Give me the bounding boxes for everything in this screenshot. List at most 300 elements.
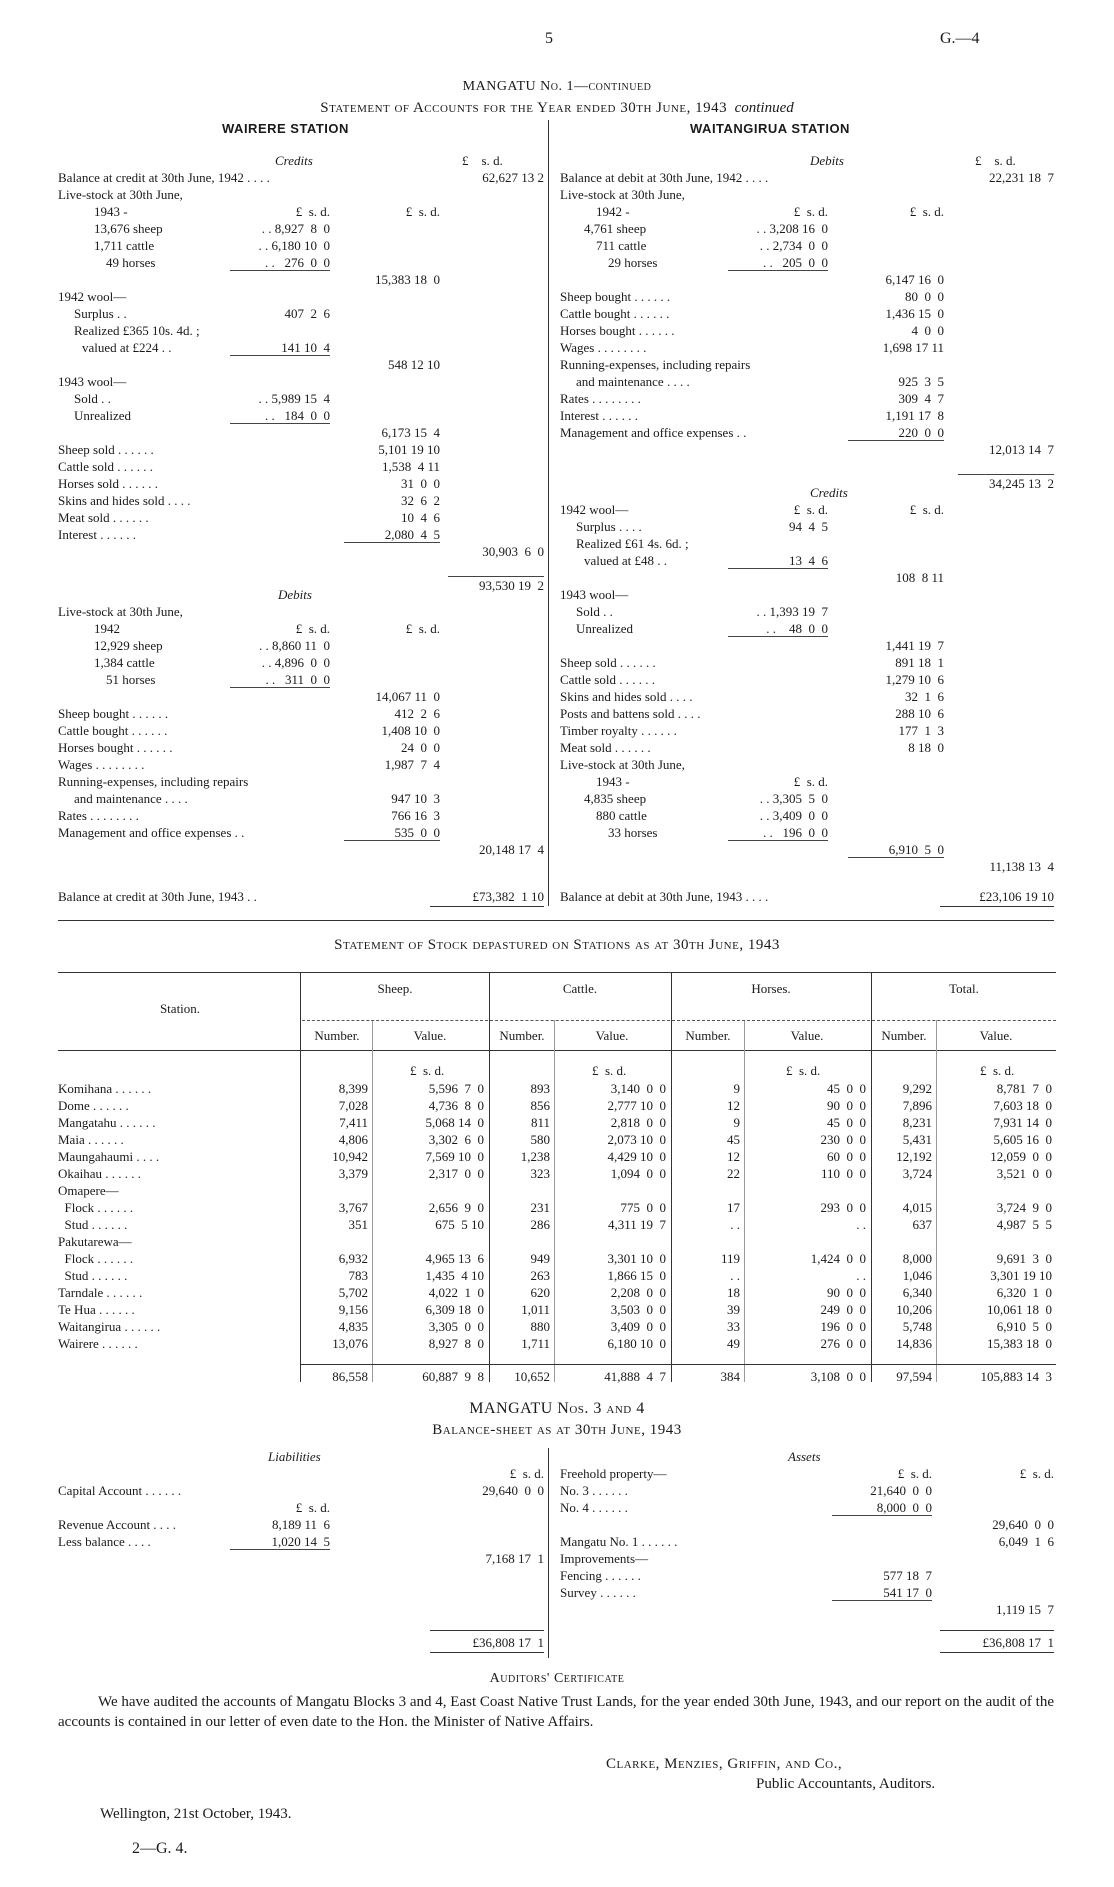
account-label: Live-stock at 30th June, <box>560 757 685 772</box>
cattle-value-head: Value. <box>595 1028 629 1043</box>
stock-cell: Tarndale . . . . . . <box>58 1285 143 1300</box>
stock-cell: . . <box>730 1217 740 1232</box>
account-row <box>58 271 544 288</box>
stock-cell: 7,569 10 0 <box>425 1149 484 1164</box>
account-row <box>58 203 544 220</box>
stock-sub-1 <box>372 1020 373 1382</box>
stock-cell: Komihana . . . . . . <box>58 1081 152 1096</box>
account-label: Posts and battens sold . . . . <box>560 706 701 721</box>
stock-cell: 10,652 <box>514 1369 550 1384</box>
stock-cell: Stud . . . . . . <box>58 1217 128 1232</box>
stock-cell: Wairere . . . . . . <box>58 1336 138 1351</box>
stock-cell: 811 <box>530 1115 550 1130</box>
account-row <box>560 322 1054 339</box>
stock-head-cattle: Cattle. <box>562 981 598 996</box>
stock-cell: 8,399 <box>338 1081 368 1096</box>
stock-cell: 33 <box>727 1319 740 1334</box>
account-row <box>560 407 1054 424</box>
account-row <box>560 824 1054 841</box>
stock-cell: . . <box>730 1268 740 1283</box>
account-row <box>560 518 1054 535</box>
auditors-firm: Clarke, Menzies, Griffin, and Co., <box>606 1756 843 1772</box>
subtotal-rule <box>848 440 944 441</box>
account-amount: £ s. d. <box>295 1500 330 1515</box>
stock-cell: 6,320 1 0 <box>996 1285 1052 1300</box>
account-amount: . . 8,860 11 0 <box>258 638 330 653</box>
stock-cell: Omapere— <box>58 1183 119 1198</box>
wairere-debits <box>58 603 544 858</box>
account-amount: 29,640 0 0 <box>482 1483 544 1498</box>
horses-number-head: Number. <box>685 1028 731 1043</box>
account-row <box>560 390 1054 407</box>
stock-head-sheep: Sheep. <box>377 981 413 996</box>
account-amount: . . 3,409 0 0 <box>759 808 828 823</box>
stock-cell: 12 <box>727 1149 740 1164</box>
account-label: Interest . . . . . . <box>58 527 136 542</box>
stock-cell: 12 <box>727 1098 740 1113</box>
account-label: and maintenance . . . . <box>74 791 188 806</box>
account-label: Wages . . . . . . . . <box>58 757 145 772</box>
account-row <box>58 1465 544 1482</box>
account-label: Less balance . . . . <box>58 1534 151 1549</box>
account-label: Realized £61 4s. 6d. ; <box>576 536 689 551</box>
account-amount: £ s. d. <box>509 1466 544 1481</box>
account-row <box>560 475 1054 492</box>
wairere-debits-label: Debits <box>278 587 312 602</box>
stock-cell: Flock . . . . . . <box>58 1200 134 1215</box>
account-row <box>58 1482 544 1499</box>
bs-liabilities-label: Liabilities <box>268 1449 321 1464</box>
stock-cell: 856 <box>530 1098 550 1113</box>
stock-cell: 9,691 3 0 <box>996 1251 1052 1266</box>
stock-cell: 6,340 <box>902 1285 932 1300</box>
stock-cell: 15,383 18 0 <box>987 1336 1052 1351</box>
account-amount: 34,245 13 2 <box>989 476 1054 491</box>
stock-cell: 49 <box>727 1336 740 1351</box>
account-amount: 177 1 3 <box>898 723 944 738</box>
account-label: Interest . . . . . . <box>560 408 638 423</box>
total-rule <box>958 474 1054 475</box>
account-row <box>58 373 544 390</box>
account-row <box>58 1550 544 1567</box>
stock-total-rule <box>300 1364 1056 1365</box>
account-amount: 22,231 18 7 <box>989 170 1054 185</box>
stock-cell: 8,927 8 0 <box>428 1336 484 1351</box>
account-row <box>560 441 1054 458</box>
account-amount: 288 10 6 <box>895 706 944 721</box>
bs-liab-total-rule <box>430 1652 544 1653</box>
stock-col-3 <box>671 972 672 1382</box>
stock-cell: 276 0 0 <box>820 1336 866 1351</box>
stock-cell: Maungahaumi . . . . <box>58 1149 160 1164</box>
stock-cell: 4,022 1 0 <box>428 1285 484 1300</box>
stock-sub-rule-horses <box>672 1020 870 1021</box>
account-label: and maintenance . . . . <box>576 374 690 389</box>
stock-cell: 3,140 0 0 <box>610 1081 666 1096</box>
account-label: Mangatu No. 1 . . . . . . <box>560 1534 678 1549</box>
account-label: Horses sold . . . . . . <box>58 476 159 491</box>
account-row <box>560 603 1054 620</box>
account-label: Running-expenses, including repairs <box>560 357 751 372</box>
account-label: Sold . . <box>74 391 111 406</box>
stock-cell: 6,309 18 0 <box>425 1302 484 1317</box>
account-amount: £ s. d. <box>295 621 330 636</box>
account-amount: . . 5,989 15 4 <box>258 391 330 406</box>
stock-cell: . . <box>856 1268 866 1283</box>
account-label: 1943 - <box>596 774 630 789</box>
subtotal-rule <box>230 355 330 356</box>
accounts-divider <box>548 120 549 906</box>
account-row <box>560 841 1054 858</box>
subtotal-rule <box>728 270 828 271</box>
section-subtitle <box>0 100 1114 117</box>
account-label: 1942 wool— <box>58 289 127 304</box>
stock-cell: 949 <box>530 1251 550 1266</box>
account-label: 4,761 sheep <box>584 221 647 236</box>
stock-cell: 119 <box>720 1251 740 1266</box>
account-amount: 4 0 0 <box>911 323 944 338</box>
account-row <box>58 492 544 509</box>
account-amount: . . 6,180 10 0 <box>258 238 330 253</box>
stock-cell: 6,932 <box>338 1251 368 1266</box>
waitangirua-debits <box>560 169 1054 492</box>
account-row <box>560 339 1054 356</box>
account-label: Unrealized <box>74 408 132 423</box>
account-amount: £ s. d. <box>793 502 828 517</box>
stock-cell: 5,702 <box>338 1285 368 1300</box>
account-row <box>560 254 1054 271</box>
stock-cell: 5,431 <box>902 1132 932 1147</box>
stock-cell: 4,806 <box>338 1132 368 1147</box>
stock-cell: 351 <box>348 1217 368 1232</box>
subtotal-rule <box>832 1515 932 1516</box>
account-row <box>58 254 544 271</box>
wairere-head-d: d. <box>493 153 503 168</box>
account-row <box>560 637 1054 654</box>
account-amount: 94 4 5 <box>779 519 828 534</box>
account-label: Rates . . . . . . . . <box>58 808 139 823</box>
account-amount: £ s. d. <box>405 204 440 219</box>
bs-asset-total-rule <box>940 1652 1054 1653</box>
total-number-head: Number. <box>881 1028 927 1043</box>
stock-cell: 60 0 0 <box>827 1149 866 1164</box>
sheep-value-head: Value. <box>413 1028 447 1043</box>
bs-liabilities <box>58 1465 544 1567</box>
subtotal-rule <box>848 857 944 858</box>
stock-cell: 10,061 18 0 <box>987 1302 1052 1317</box>
account-row <box>58 509 544 526</box>
bs-subtitle: Balance-sheet as at 30th June, 1943 <box>432 1422 682 1438</box>
stock-cell: 5,596 7 0 <box>428 1081 484 1096</box>
account-label: 29 horses <box>608 255 658 270</box>
account-row <box>58 339 544 356</box>
account-row <box>58 407 544 424</box>
account-amount: 577 18 7 <box>883 1568 932 1583</box>
waitangirua-credits <box>560 501 1054 875</box>
account-amount: 15,383 18 0 <box>375 272 440 287</box>
stock-cell: 9,156 <box>338 1302 368 1317</box>
auditors-place-date: Wellington, 21st October, 1943. <box>100 1806 292 1822</box>
account-row <box>58 637 544 654</box>
stock-cell: 9 <box>733 1115 740 1130</box>
wairere-balance-value: £73,382 1 10 <box>472 889 544 904</box>
stock-cell: 783 <box>348 1268 368 1283</box>
section-separator <box>58 920 1054 921</box>
bs-liab-total: £36,808 17 1 <box>472 1635 544 1650</box>
account-label: Cattle bought . . . . . . <box>560 306 670 321</box>
account-row <box>58 824 544 841</box>
waitangirua-credits-label: Credits <box>810 485 848 500</box>
account-amount: 407 2 6 <box>278 306 330 321</box>
account-row <box>58 1533 544 1550</box>
stock-cell: 2,656 9 0 <box>428 1200 484 1215</box>
stock-cell: 637 <box>912 1217 932 1232</box>
account-amount: £ s. d. <box>405 621 440 636</box>
stock-cell: 620 <box>530 1285 550 1300</box>
stock-cell: 5,605 16 0 <box>993 1132 1052 1147</box>
stock-cell: 90 0 0 <box>827 1098 866 1113</box>
stock-cell: 1,711 <box>521 1336 550 1351</box>
account-label: 880 cattle <box>596 808 647 823</box>
stock-cell: 4,835 <box>338 1319 368 1334</box>
account-amount: 220 0 0 <box>898 425 944 440</box>
total-rule <box>448 576 544 577</box>
subtotal-rule <box>728 568 828 569</box>
page-footer-ref: 2—G. 4. <box>132 1840 188 1857</box>
stock-cell: 675 5 10 <box>435 1217 484 1232</box>
section-subtitle-suffix: continued <box>734 100 794 116</box>
account-row <box>560 169 1054 186</box>
account-amount: . . 205 0 0 <box>763 255 828 270</box>
wairere-credits-label: Credits <box>275 153 313 168</box>
account-label: Meat sold . . . . . . <box>560 740 651 755</box>
account-row <box>560 705 1054 722</box>
account-row <box>560 790 1054 807</box>
account-row <box>560 458 1054 475</box>
account-row <box>58 1516 544 1533</box>
page-ref: G.—4 <box>940 30 980 47</box>
stock-cell: 1,435 4 10 <box>425 1268 484 1283</box>
section-title: MANGATU No. 1—continued <box>462 79 652 94</box>
stock-cell: 45 0 0 <box>827 1081 866 1096</box>
account-label: Skins and hides sold . . . . <box>58 493 191 508</box>
account-row <box>58 773 544 790</box>
bs-assets-label: Assets <box>788 1449 821 1464</box>
auditors-title: Auditors' Certificate <box>489 1671 625 1686</box>
stock-sub-rule-total <box>872 1020 1056 1021</box>
account-amount: 93,530 19 2 <box>479 578 544 593</box>
stock-cell: 4,015 <box>902 1200 932 1215</box>
stock-cell: Flock . . . . . . <box>58 1251 134 1266</box>
account-amount: 31 0 0 <box>401 476 440 491</box>
stock-cell: 1,011 <box>521 1302 550 1317</box>
account-row <box>560 424 1054 441</box>
account-label: Sheep bought . . . . . . <box>560 289 671 304</box>
account-row <box>58 790 544 807</box>
account-row <box>560 858 1054 875</box>
account-amount: 108 8 11 <box>895 570 944 585</box>
stock-cell: Te Hua . . . . . . <box>58 1302 135 1317</box>
stock-cell: 196 0 0 <box>820 1319 866 1334</box>
account-row <box>560 237 1054 254</box>
stock-cell: 18 <box>727 1285 740 1300</box>
account-label: Wages . . . . . . . . <box>560 340 647 355</box>
subtotal-rule <box>230 270 330 271</box>
account-amount: 1,538 4 11 <box>381 459 440 474</box>
account-label: Cattle sold . . . . . . <box>58 459 153 474</box>
waitangirua-balance-rule <box>940 906 1054 907</box>
account-amount: 6,173 15 4 <box>381 425 440 440</box>
account-row <box>58 560 544 577</box>
waitangirua-balance-label: Balance at debit at 30th June, 1943 . . . . <box>560 889 769 904</box>
stock-cell: 1,238 <box>520 1149 550 1164</box>
account-row <box>58 356 544 373</box>
account-label: Realized £365 10s. 4d. ; <box>74 323 200 338</box>
account-amount: 8 18 0 <box>908 740 944 755</box>
account-row <box>58 756 544 773</box>
stock-cell: 6,910 5 0 <box>996 1319 1052 1334</box>
account-row <box>560 586 1054 603</box>
account-amount: . . 8,927 8 0 <box>261 221 330 236</box>
account-amount: 309 4 7 <box>898 391 944 406</box>
wairere-title: WAIRERE STATION <box>222 121 349 136</box>
stock-cell: Okaihau . . . . . . <box>58 1166 142 1181</box>
stock-cell: 3,409 0 0 <box>610 1319 666 1334</box>
stock-cell: 4,965 13 6 <box>425 1251 484 1266</box>
stock-cell: 230 0 0 <box>820 1132 866 1147</box>
account-label: 49 horses <box>106 255 156 270</box>
account-row <box>58 458 544 475</box>
account-label: Balance at debit at 30th June, 1942 . . . . <box>560 170 769 185</box>
stock-cell: 231 <box>530 1200 550 1215</box>
account-amount: £ s. d. <box>909 502 944 517</box>
stock-cell: 45 <box>727 1132 740 1147</box>
account-label: 711 cattle <box>596 238 647 253</box>
stock-cell: 3,724 <box>902 1166 932 1181</box>
stock-cell: 3,305 0 0 <box>428 1319 484 1334</box>
stock-cell: 893 <box>530 1081 550 1096</box>
account-amount: 80 0 0 <box>905 289 944 304</box>
subtotal-rule <box>728 840 828 841</box>
account-amount: 32 1 6 <box>905 689 944 704</box>
bs-divider <box>548 1448 549 1658</box>
bs-asset-total: £36,808 17 1 <box>982 1635 1054 1650</box>
total-units: £ s. d. <box>980 1063 1015 1078</box>
account-label: No. 3 . . . . . . <box>560 1483 628 1498</box>
horses-units: £ s. d. <box>786 1063 821 1078</box>
stock-cell: 1,424 0 0 <box>810 1251 866 1266</box>
stock-cell: 90 0 0 <box>827 1285 866 1300</box>
account-row <box>58 169 544 186</box>
account-label: 33 horses <box>608 825 658 840</box>
stock-cell: 41,888 4 7 <box>604 1369 666 1384</box>
stock-cell: 9 <box>733 1081 740 1096</box>
account-row <box>560 1482 1054 1499</box>
account-amount: 10 4 6 <box>401 510 440 525</box>
stock-cell: 7,028 <box>338 1098 368 1113</box>
stock-cell: 60,887 9 8 <box>422 1369 484 1384</box>
account-label: Live-stock at 30th June, <box>560 187 685 202</box>
stock-head-station: Station. <box>159 1001 201 1016</box>
stock-cell: 7,603 18 0 <box>993 1098 1052 1113</box>
account-amount: 1,191 17 8 <box>885 408 944 423</box>
account-row <box>58 288 544 305</box>
stock-sub-rule-cattle <box>490 1020 670 1021</box>
account-label: 1943 wool— <box>560 587 629 602</box>
stock-cell: 263 <box>530 1268 550 1283</box>
account-row <box>560 1533 1054 1550</box>
account-amount: 412 2 6 <box>394 706 440 721</box>
stock-sub-3 <box>744 1020 745 1382</box>
account-label: Skins and hides sold . . . . <box>560 689 693 704</box>
stock-col-2 <box>489 972 490 1382</box>
subtotal-rule <box>728 636 828 637</box>
account-row <box>560 654 1054 671</box>
account-label: Surplus . . . . <box>576 519 642 534</box>
account-amount: 8,189 11 6 <box>271 1517 330 1532</box>
bs-liab-total-rule-top <box>430 1630 544 1631</box>
stock-cell: 1,094 0 0 <box>610 1166 666 1181</box>
stock-cell: 1,046 <box>902 1268 932 1283</box>
account-label: 13,676 sheep <box>94 221 163 236</box>
account-label: Horses bought . . . . . . <box>560 323 675 338</box>
account-row <box>58 654 544 671</box>
account-amount: 14,067 11 0 <box>375 689 440 704</box>
stock-cell: 3,301 19 10 <box>990 1268 1052 1283</box>
stock-cell: 249 0 0 <box>820 1302 866 1317</box>
account-amount: £ s. d. <box>295 204 330 219</box>
account-amount: . . 3,208 16 0 <box>756 221 828 236</box>
account-amount: 6,910 5 0 <box>888 842 944 857</box>
wairere-credits <box>58 169 544 594</box>
stock-cell: 3,301 10 0 <box>607 1251 666 1266</box>
stock-col-1 <box>300 972 301 1382</box>
account-row <box>560 552 1054 569</box>
account-label: No. 4 . . . . . . <box>560 1500 628 1515</box>
account-amount: 6,147 16 0 <box>885 272 944 287</box>
account-amount: 8,000 0 0 <box>876 1500 932 1515</box>
account-label: valued at £224 . . <box>82 340 172 355</box>
account-amount: 12,013 14 7 <box>989 442 1054 457</box>
account-row <box>560 186 1054 203</box>
account-row <box>58 220 544 237</box>
subtotal-rule <box>832 1600 932 1601</box>
account-label: 1942 wool— <box>560 502 629 517</box>
account-amount: 141 10 4 <box>274 340 330 355</box>
stock-cell: 3,767 <box>338 1200 368 1215</box>
account-row <box>58 688 544 705</box>
account-label: 1942 - <box>596 204 630 219</box>
account-label: Management and office expenses . . <box>560 425 747 440</box>
account-row <box>58 424 544 441</box>
account-amount: 766 16 3 <box>391 808 440 823</box>
stock-cell: 3,108 0 0 <box>810 1369 866 1384</box>
stock-cell: 10,206 <box>896 1302 932 1317</box>
account-row <box>560 1516 1054 1533</box>
account-amount: 1,020 14 5 <box>271 1534 330 1549</box>
account-row <box>58 603 544 620</box>
account-row <box>560 756 1054 773</box>
account-label: Sheep bought . . . . . . <box>58 706 169 721</box>
stock-cell: 9,292 <box>902 1081 932 1096</box>
wairere-col-heads <box>462 152 503 169</box>
account-label: Revenue Account . . . . <box>58 1517 177 1532</box>
stock-cell: 8,781 7 0 <box>996 1081 1052 1096</box>
account-amount: . . 184 0 0 <box>265 408 330 423</box>
account-label: Unrealized <box>576 621 634 636</box>
account-label: Horses bought . . . . . . <box>58 740 173 755</box>
stock-cell: 8,000 <box>902 1251 932 1266</box>
